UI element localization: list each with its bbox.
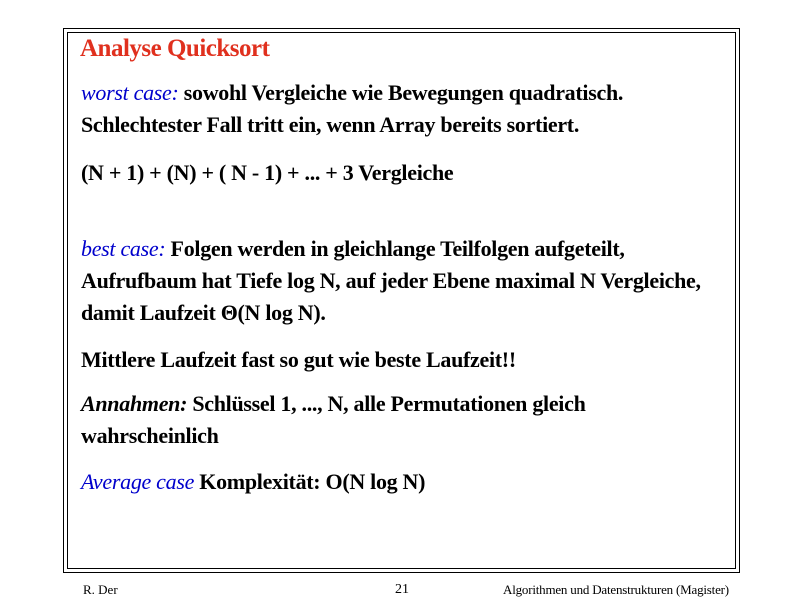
middle-runtime-line: Mittlere Laufzeit fast so gut wie beste Laufzeit!!: [81, 347, 516, 372]
worst-case-paragraph: [81, 77, 721, 141]
worst-case-text-line1: sowohl Vergleiche wie Bewegungen quadratisch.: [178, 80, 624, 105]
assumptions-label: Annahmen:: [81, 391, 188, 416]
footer-course: Algorithmen und Datenstrukturen (Magister): [503, 582, 729, 597]
slide-title: Analyse Quicksort: [80, 35, 270, 62]
assumptions-text: Schlüssel 1, ..., N, alle Permutationen gleich wahrscheinlich: [81, 391, 586, 448]
best-case-label: best case:: [81, 236, 166, 261]
slide-content: [81, 77, 721, 498]
average-case-text: Komplexität: O(N log N): [194, 469, 426, 494]
average-case-paragraph: [81, 466, 721, 498]
assumptions-paragraph: [81, 388, 721, 452]
best-case-text: Folgen werden in gleichlange Teilfolgen aufgeteilt, Aufrufbaum hat Tiefe log N, auf jeder Ebene maximal N Vergleiche, damit Laufzeit Θ(N log N).: [81, 236, 701, 325]
best-case-paragraph: [81, 233, 721, 329]
formula-line: (N + 1) + (N) + ( N - 1) + ... + 3 Vergleiche: [81, 160, 454, 185]
footer-author: R. Der: [83, 582, 118, 597]
average-case-label: Average case: [81, 469, 195, 494]
worst-case-label: worst case:: [81, 80, 179, 105]
footer-page-number: 21: [395, 582, 409, 597]
worst-case-text-line2: Schlechtester Fall tritt ein, wenn Array bereits sortiert.: [81, 112, 580, 137]
